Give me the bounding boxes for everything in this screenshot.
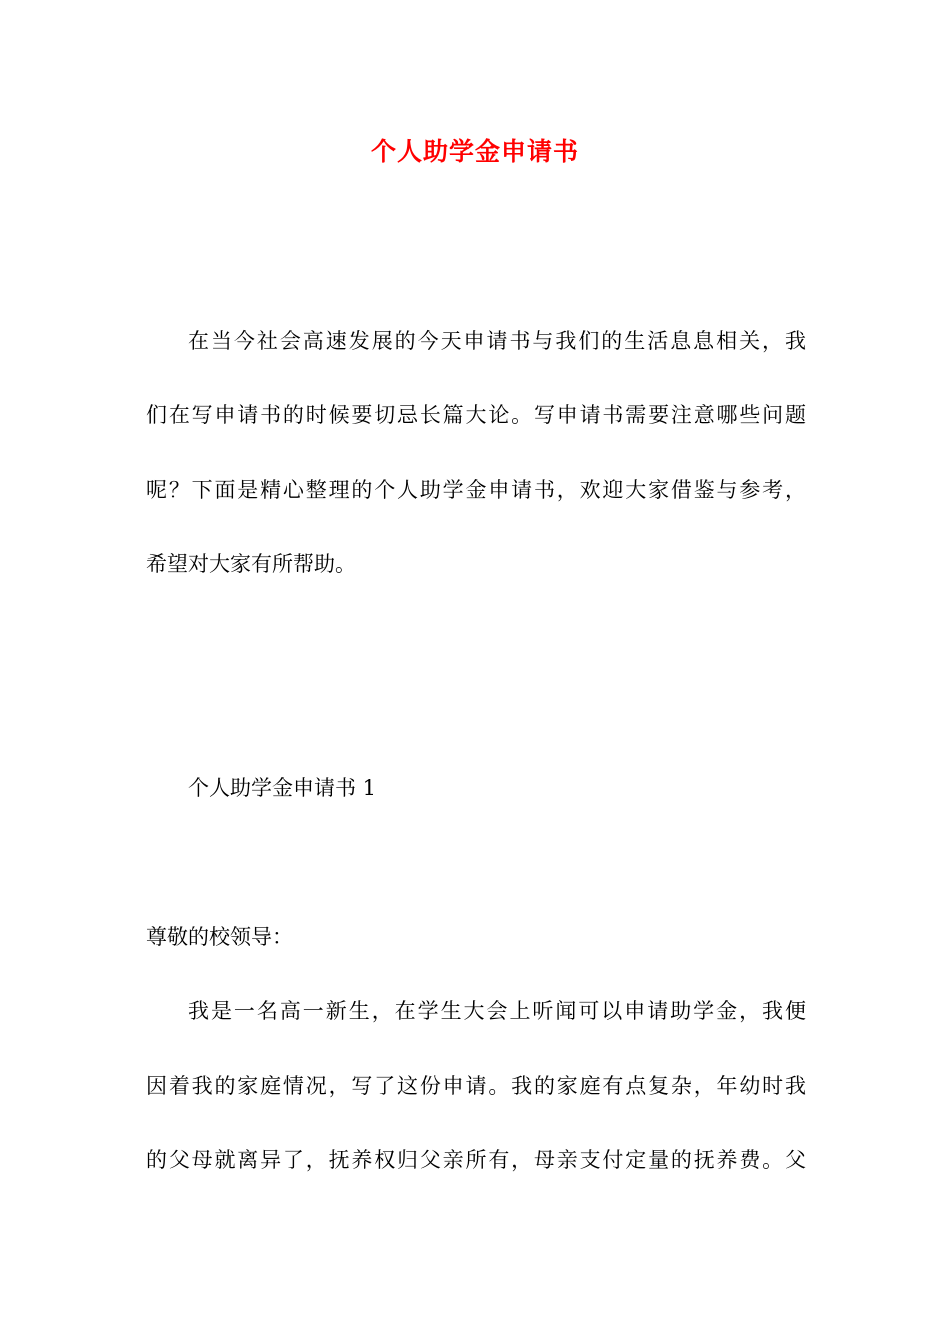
salutation: 尊敬的校领导： (146, 925, 293, 949)
body-line-3: 的父母就离异了，抚养权归父亲所有，母亲支付定量的抚养费。父 (146, 1148, 806, 1172)
intro-line-4: 希望对大家有所帮助。 (146, 552, 356, 576)
intro-line-2: 们在写申请书的时候要切忌长篇大论。写申请书需要注意哪些问题 (146, 403, 806, 427)
body-line-2: 因着我的家庭情况，写了这份申请。我的家庭有点复杂，年幼时我 (146, 1074, 806, 1098)
intro-line-1: 在当今社会高速发展的今天申请书与我们的生活息息相关，我 (188, 329, 806, 353)
section-heading: 个人助学金申请书 1 (188, 776, 377, 800)
document-title: 个人助学金申请书 (370, 137, 579, 166)
intro-line-3: 呢？下面是精心整理的个人助学金申请书，欢迎大家借鉴与参考， (146, 478, 806, 502)
body-line-1: 我是一名高一新生，在学生大会上听闻可以申请助学金，我便 (188, 999, 806, 1023)
